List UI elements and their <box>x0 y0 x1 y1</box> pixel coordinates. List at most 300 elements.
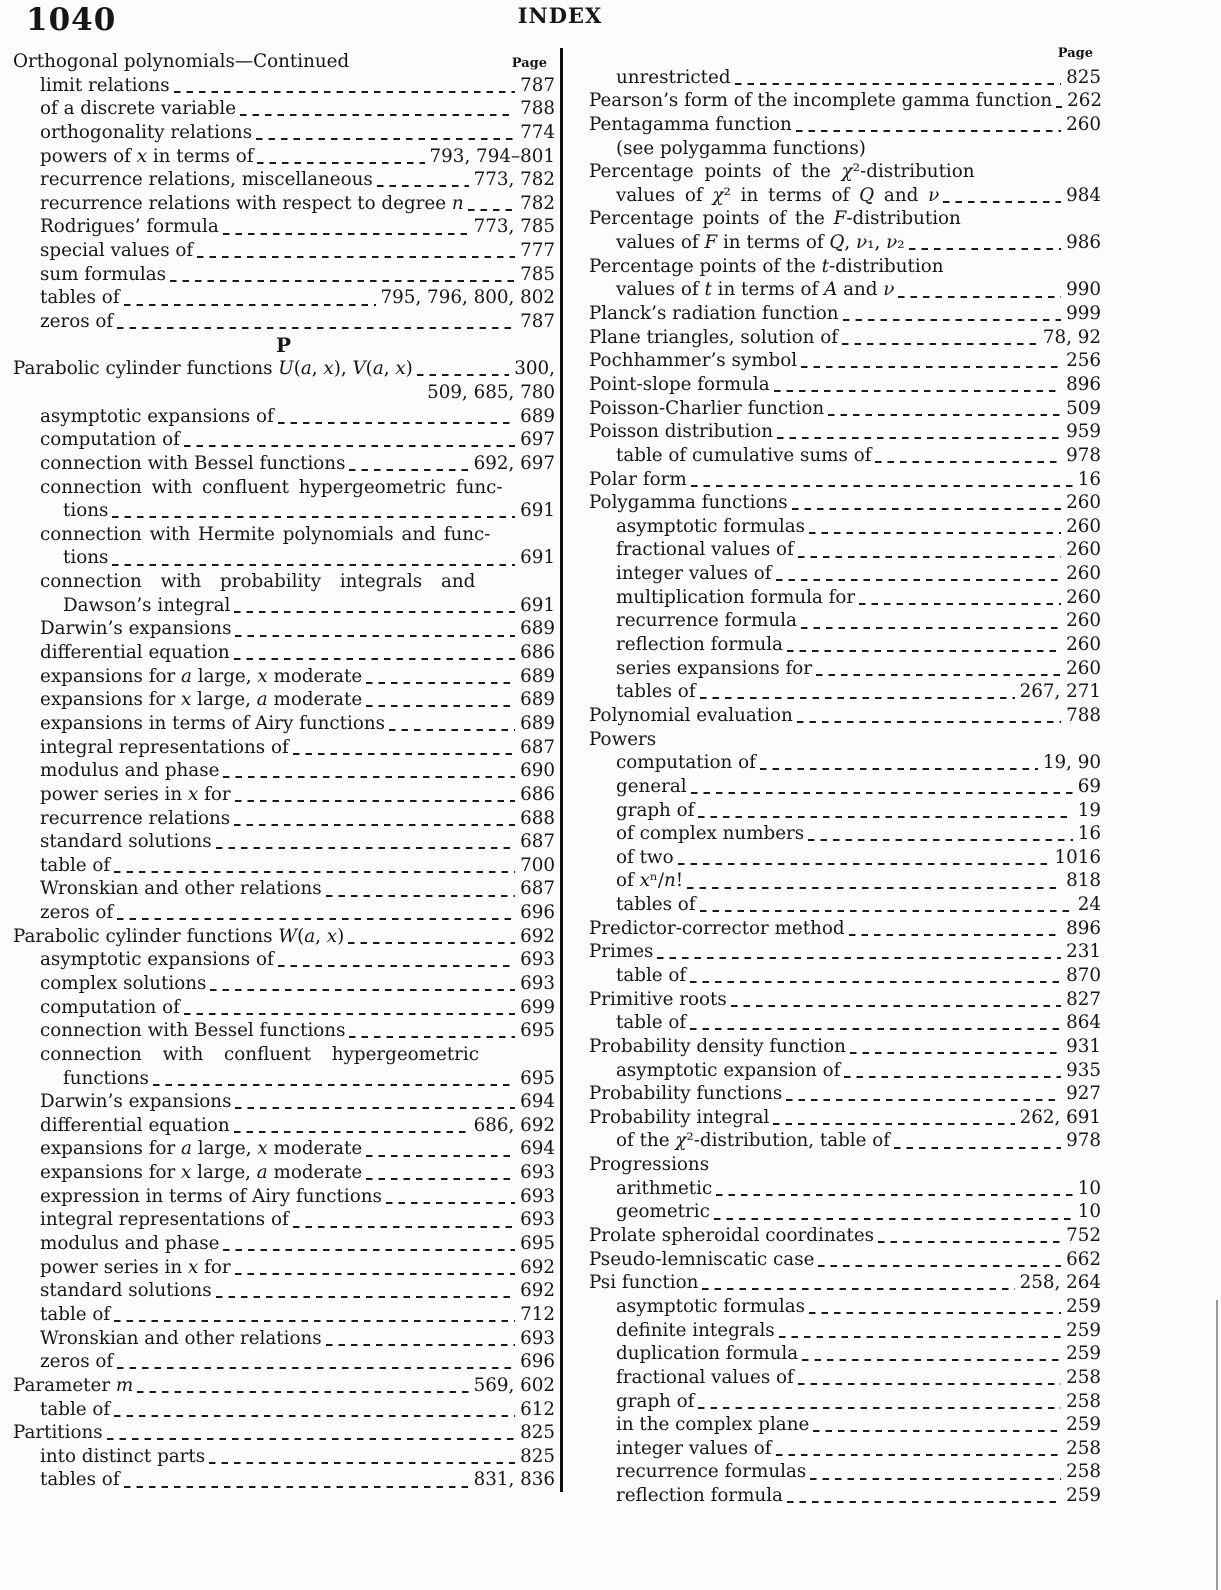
entry-pages: 260 <box>1066 515 1101 537</box>
entry-text: Polar form <box>589 468 687 490</box>
dot-leader <box>326 877 517 901</box>
entry-text: connection with Bessel functions <box>40 452 346 474</box>
entry-pages: 262, 691 <box>1019 1106 1101 1128</box>
dot-leader <box>809 515 1063 539</box>
entry-text: Pseudo-lemniscatic case <box>589 1248 815 1270</box>
entry-pages: 774 <box>520 121 555 143</box>
entry-pages: 870 <box>1066 964 1101 986</box>
entry-text: of a discrete variable <box>40 98 237 120</box>
entry-pages: 700 <box>520 854 555 876</box>
index-entry <box>13 1137 555 1161</box>
entry-text: Parameter m <box>13 1374 134 1396</box>
entry-pages: 694 <box>520 1091 555 1113</box>
index-entry <box>589 988 1101 1012</box>
entry-pages: 258 <box>1066 1461 1101 1483</box>
entry-text: Primitive roots <box>589 988 727 1010</box>
entry-pages: 260 <box>1066 634 1101 656</box>
entry-text: recurrence formulas <box>616 1461 807 1483</box>
index-entry <box>589 940 1101 964</box>
index-entry <box>589 1295 1101 1319</box>
entry-pages: 260 <box>1066 492 1101 514</box>
index-entry <box>13 1421 555 1445</box>
entry-text: tables of <box>616 681 696 703</box>
dot-leader <box>776 562 1064 586</box>
index-entry <box>589 1342 1101 1366</box>
entry-pages: 686 <box>520 783 555 805</box>
entry-text: integral representations of <box>40 736 289 758</box>
entry-text: connection with confluent hypergeometric func- <box>40 476 503 498</box>
entry-text: fractional values of <box>616 539 794 561</box>
index-entry <box>589 1106 1101 1130</box>
index-entry <box>13 617 555 641</box>
dot-leader <box>678 846 1052 870</box>
dot-leader <box>257 145 426 169</box>
entry-text: Darwin’s expansions <box>40 1091 232 1113</box>
entry-text: tions <box>63 547 109 569</box>
entry-pages: 509, 685, 780 <box>427 381 555 403</box>
dot-leader <box>234 1114 471 1138</box>
entry-pages: 260 <box>1066 113 1101 135</box>
entry-text: reflection formula <box>616 1485 783 1507</box>
index-entry <box>13 1208 555 1232</box>
dot-leader <box>691 468 1075 492</box>
entry-text: table of <box>616 1012 687 1034</box>
index-entry <box>589 633 1101 657</box>
dot-leader <box>797 704 1063 728</box>
entry-text: tions <box>63 500 109 522</box>
index-entry <box>13 215 555 239</box>
dot-leader <box>735 66 1064 90</box>
entry-text: orthogonality relations <box>40 121 253 143</box>
entry-pages: 259 <box>1066 1485 1101 1507</box>
entry-text: recurrence relations, miscellaneous <box>40 169 373 191</box>
index-entry <box>13 688 555 712</box>
dot-leader <box>223 1232 517 1256</box>
dot-leader <box>184 428 517 452</box>
entry-pages: 686 <box>520 642 555 664</box>
index-entry <box>13 759 555 783</box>
dot-leader <box>657 940 1063 964</box>
entry-text: tables of <box>40 1469 120 1491</box>
entry-pages: 986 <box>1066 232 1101 254</box>
entry-text: expansions for x large, a moderate <box>40 1162 363 1184</box>
entry-text: Percentage points of the t-distribution <box>589 255 944 277</box>
index-entry <box>13 1327 555 1351</box>
page-edge-scan-artifact <box>1216 1300 1218 1590</box>
entry-text: zeros of <box>40 902 114 924</box>
index-entry <box>13 877 555 901</box>
index-entry <box>589 113 1101 137</box>
entry-pages: 696 <box>520 902 555 924</box>
dot-leader <box>702 1271 1016 1295</box>
dot-leader <box>776 1437 1064 1461</box>
dot-leader <box>240 97 517 121</box>
entry-pages: 864 <box>1066 1012 1101 1034</box>
dot-leader <box>153 1067 517 1091</box>
entry-pages: 693 <box>520 1327 555 1349</box>
entry-text: standard solutions <box>40 1280 212 1302</box>
entry-text: Powers <box>589 728 657 750</box>
entry-text: table of <box>40 1398 111 1420</box>
entry-pages: 691 <box>520 500 555 522</box>
index-entry <box>13 546 555 570</box>
dot-leader <box>844 1059 1063 1083</box>
dot-leader <box>417 357 511 381</box>
entry-text: connection with confluent hypergeometric <box>40 1043 480 1065</box>
dot-leader <box>349 1019 517 1043</box>
entry-text: values of t in terms of A and ν <box>616 279 895 301</box>
dot-leader <box>813 1413 1063 1437</box>
dot-leader <box>216 830 517 854</box>
index-entry <box>13 121 555 145</box>
entry-text: functions <box>63 1067 149 1089</box>
dot-leader <box>366 1161 517 1185</box>
index-entry <box>589 751 1101 775</box>
dot-leader <box>117 901 517 925</box>
index-entry <box>589 775 1101 799</box>
entry-pages: 258 <box>1066 1437 1101 1459</box>
dot-leader <box>209 1445 517 1469</box>
entry-text: Probability density function <box>589 1035 846 1057</box>
entry-text: Darwin’s expansions <box>40 618 232 640</box>
page-column-label: Page <box>1057 46 1093 61</box>
index-entry <box>589 893 1101 917</box>
entry-text: Wronskian and other relations <box>40 878 322 900</box>
index-entry <box>13 1350 555 1374</box>
dot-leader <box>389 712 517 736</box>
entry-pages: 693 <box>520 1162 555 1184</box>
index-entry <box>589 137 1101 161</box>
dot-leader <box>816 657 1063 681</box>
entry-text: Psi function <box>589 1272 699 1294</box>
index-entry <box>589 680 1101 704</box>
index-entry <box>589 491 1101 515</box>
entry-text: zeros of <box>40 311 114 333</box>
entry-pages: 687 <box>520 878 555 900</box>
index-entry <box>589 42 1101 66</box>
entry-pages: 690 <box>520 760 555 782</box>
entry-text: Polynomial evaluation <box>589 704 793 726</box>
entry-text: modulus and phase <box>40 760 220 782</box>
index-entry <box>13 665 555 689</box>
entry-pages: 687 <box>520 831 555 853</box>
entry-text: Primes <box>589 941 654 963</box>
dot-leader <box>687 869 1063 893</box>
entry-pages: 267, 271 <box>1019 681 1101 703</box>
dot-leader <box>786 1082 1063 1106</box>
entry-text: Parabolic cylinder functions U(a, x), V(a, x) <box>13 358 413 380</box>
entry-pages: 984 <box>1066 184 1101 206</box>
entry-pages: 825 <box>520 1422 555 1444</box>
index-entry <box>589 917 1101 941</box>
index-entry <box>13 1279 555 1303</box>
dot-leader <box>716 1177 1075 1201</box>
left-column <box>13 50 555 1492</box>
entry-text: general <box>616 775 687 797</box>
entry-text: in the complex plane <box>616 1414 810 1436</box>
dot-leader <box>802 1342 1063 1366</box>
dot-leader <box>698 1390 1063 1414</box>
index-entry <box>13 1043 555 1067</box>
index-entry <box>13 239 555 263</box>
entry-pages: 693 <box>520 949 555 971</box>
entry-pages: 300, <box>514 358 555 380</box>
entry-pages: 689 <box>520 665 555 687</box>
entry-text: arithmetic <box>616 1177 713 1199</box>
entry-text: multiplication formula for <box>616 586 856 608</box>
index-entry <box>13 428 555 452</box>
entry-pages: 686, 692 <box>473 1114 555 1136</box>
entry-pages: 693 <box>520 1209 555 1231</box>
entry-pages: 831, 836 <box>473 1469 555 1491</box>
entry-pages: 260 <box>1066 610 1101 632</box>
index-entry <box>13 523 555 547</box>
index-entry <box>13 1468 555 1492</box>
entry-text: Poisson distribution <box>589 421 774 443</box>
dot-leader <box>377 168 471 192</box>
entry-pages: 262 <box>1067 90 1103 112</box>
index-entry <box>13 452 555 476</box>
dot-leader <box>234 807 517 831</box>
index-entry <box>589 562 1101 586</box>
dot-leader <box>117 310 517 334</box>
entry-text: expansions in terms of Airy functions <box>40 712 385 734</box>
entry-pages: 691 <box>520 547 555 569</box>
entry-pages: 256 <box>1066 350 1101 372</box>
entry-text: Poisson-Charlier function <box>589 397 825 419</box>
index-entry <box>13 996 555 1020</box>
dot-leader <box>293 1208 517 1232</box>
entry-pages: 695 <box>520 1233 555 1255</box>
entry-text: values of χ² in terms of Q and ν <box>616 184 940 206</box>
index-entry <box>13 1398 555 1422</box>
dot-leader <box>774 373 1063 397</box>
entry-pages: 688 <box>520 807 555 829</box>
entry-pages: 978 <box>1066 444 1101 466</box>
index-entry <box>13 168 555 192</box>
entry-text: zeros of <box>40 1351 114 1373</box>
index-entry <box>13 641 555 665</box>
entry-text: Probability integral <box>589 1106 770 1128</box>
entry-text: of the χ²-distribution, table of <box>616 1130 891 1152</box>
index-entry <box>589 1271 1101 1295</box>
entry-pages: 509 <box>1066 397 1101 419</box>
index-entry <box>589 184 1101 208</box>
entry-pages: 935 <box>1066 1059 1101 1081</box>
entry-text: asymptotic formulas <box>616 515 805 537</box>
entry-pages: 662 <box>1066 1248 1101 1270</box>
entry-pages: 691 <box>520 594 555 616</box>
dot-leader <box>801 609 1063 633</box>
index-entry <box>13 1232 555 1256</box>
entry-text: expression in terms of Airy functions <box>40 1185 382 1207</box>
entry-text: asymptotic expansions of <box>40 949 274 971</box>
page-title: INDEX <box>517 3 603 28</box>
entry-pages: 697 <box>520 429 555 451</box>
entry-text: Percentage points of the F-distribution <box>589 208 961 230</box>
index-entry <box>13 736 555 760</box>
dot-leader <box>850 1035 1063 1059</box>
index-entry <box>13 263 555 287</box>
index-entry <box>589 657 1101 681</box>
entry-text: Pentagamma function <box>589 113 792 135</box>
entry-pages: 258 <box>1066 1390 1101 1412</box>
entry-text: asymptotic formulas <box>616 1295 805 1317</box>
index-entry <box>13 901 555 925</box>
dot-leader <box>1056 89 1064 113</box>
entry-pages: 931 <box>1066 1035 1101 1057</box>
entry-text: expansions for a large, x moderate <box>40 665 363 687</box>
index-entry <box>13 830 555 854</box>
index-entry <box>589 964 1101 988</box>
entry-pages: 10 <box>1077 1177 1101 1199</box>
right-column <box>589 42 1101 1508</box>
index-entry <box>589 1200 1101 1224</box>
dot-leader <box>114 854 517 878</box>
index-entry <box>589 326 1101 350</box>
dot-leader <box>842 326 1040 350</box>
dot-leader <box>366 688 517 712</box>
entry-text: graph of <box>616 1390 695 1412</box>
entry-text: special values of <box>40 240 194 262</box>
entry-text: tables of <box>40 287 120 309</box>
dot-leader <box>792 491 1063 515</box>
dot-leader <box>170 263 517 287</box>
index-entry <box>589 586 1101 610</box>
entry-pages: 712 <box>520 1303 555 1325</box>
entry-text: Prolate spheroidal coordinates <box>589 1225 875 1247</box>
entry-pages: 825 <box>1066 66 1101 88</box>
index-entry <box>13 948 555 972</box>
index-entry <box>13 357 555 381</box>
entry-text: Percentage points of the χ²-distribution <box>589 161 975 183</box>
entry-text: recurrence relations <box>40 807 231 829</box>
dot-leader <box>731 988 1063 1012</box>
entry-text: (see polygamma functions) <box>616 137 866 159</box>
dot-leader <box>898 278 1063 302</box>
dot-leader <box>798 1366 1063 1390</box>
entry-pages: 10 <box>1077 1201 1101 1223</box>
entry-text: integer values of <box>616 1437 772 1459</box>
dot-leader <box>293 736 517 760</box>
dot-leader <box>124 286 378 310</box>
index-entry <box>589 207 1101 231</box>
entry-pages: 19, 90 <box>1042 752 1101 774</box>
dot-leader <box>779 1319 1063 1343</box>
index-entry <box>13 783 555 807</box>
index-entry <box>589 278 1101 302</box>
dot-leader <box>210 972 517 996</box>
entry-pages: 787 <box>520 74 555 96</box>
index-entry <box>589 1437 1101 1461</box>
entry-pages: 773, 785 <box>473 216 555 238</box>
dot-leader <box>700 893 1075 917</box>
dot-leader <box>366 665 517 689</box>
dot-leader <box>878 1224 1063 1248</box>
dot-leader <box>114 1398 517 1422</box>
dot-leader <box>386 1185 517 1209</box>
entry-pages: 19 <box>1077 799 1101 821</box>
dot-leader <box>124 1468 471 1492</box>
entry-text: recurrence formula <box>616 610 797 632</box>
index-entry <box>589 302 1101 326</box>
dot-leader <box>278 948 517 972</box>
index-entry <box>589 1224 1101 1248</box>
entry-pages: 795, 796, 800, 802 <box>380 287 555 309</box>
dot-leader <box>894 1129 1063 1153</box>
entry-text: asymptotic expansions of <box>40 405 274 427</box>
entry-pages: 259 <box>1066 1414 1101 1436</box>
entry-text: definite integrals <box>616 1319 775 1341</box>
entry-pages: 752 <box>1066 1225 1101 1247</box>
entry-text: connection with Hermite polynomials and func- <box>40 523 491 545</box>
dot-leader <box>468 192 517 216</box>
index-entry <box>13 1445 555 1469</box>
entry-text: computation of <box>616 752 756 774</box>
entry-text: Pearson’s form of the incomplete gamma function <box>589 90 1053 112</box>
page-number-header: 1040 <box>26 2 117 38</box>
index-entry <box>13 1090 555 1114</box>
index-entry <box>589 373 1101 397</box>
entry-text: Polygamma functions <box>589 492 788 514</box>
entry-text: values of F in terms of Q, ν₁, ν₂ <box>616 232 905 254</box>
index-entry <box>589 420 1101 444</box>
entry-text: powers of x in terms of <box>40 145 254 167</box>
dot-leader <box>112 546 517 570</box>
index-entry <box>13 310 555 334</box>
entry-pages: 16 <box>1077 468 1101 490</box>
index-entry <box>13 74 555 98</box>
entry-pages: 231 <box>1066 941 1101 963</box>
entry-pages: 16 <box>1077 823 1101 845</box>
dot-leader <box>787 1484 1063 1508</box>
entry-pages: 699 <box>520 996 555 1018</box>
entry-pages: 569, 602 <box>473 1374 555 1396</box>
dot-leader <box>760 751 1040 775</box>
entry-pages: 927 <box>1066 1083 1101 1105</box>
index-entry <box>13 499 555 523</box>
index-entry <box>13 192 555 216</box>
entry-pages: 258, 264 <box>1019 1272 1101 1294</box>
dot-leader <box>700 680 1017 704</box>
dot-leader <box>875 444 1063 468</box>
entry-text: into distinct parts <box>40 1445 206 1467</box>
entry-text: recurrence relations with respect to degree n <box>40 192 464 214</box>
index-entry <box>13 854 555 878</box>
entry-pages: 689 <box>520 712 555 734</box>
entry-pages: 695 <box>520 1020 555 1042</box>
entry-pages: 785 <box>520 263 555 285</box>
index-entry <box>589 1153 1101 1177</box>
entry-pages: 689 <box>520 405 555 427</box>
entry-pages: 782 <box>520 192 555 214</box>
index-entry <box>589 1248 1101 1272</box>
entry-text: fractional values of <box>616 1366 794 1388</box>
dot-leader <box>843 302 1064 326</box>
index-entry <box>589 1390 1101 1414</box>
entry-text: geometric <box>616 1201 710 1223</box>
index-entry <box>13 1185 555 1209</box>
dot-leader <box>796 113 1063 137</box>
dot-leader <box>818 1248 1063 1272</box>
dot-leader <box>223 759 517 783</box>
index-entry <box>589 160 1101 184</box>
dot-leader <box>690 1011 1063 1035</box>
entry-pages: 692 <box>520 1256 555 1278</box>
entry-text: Parabolic cylinder functions W(a, x) <box>13 925 345 947</box>
index-entry <box>589 1460 1101 1484</box>
entry-text: power series in x for <box>40 1256 231 1278</box>
